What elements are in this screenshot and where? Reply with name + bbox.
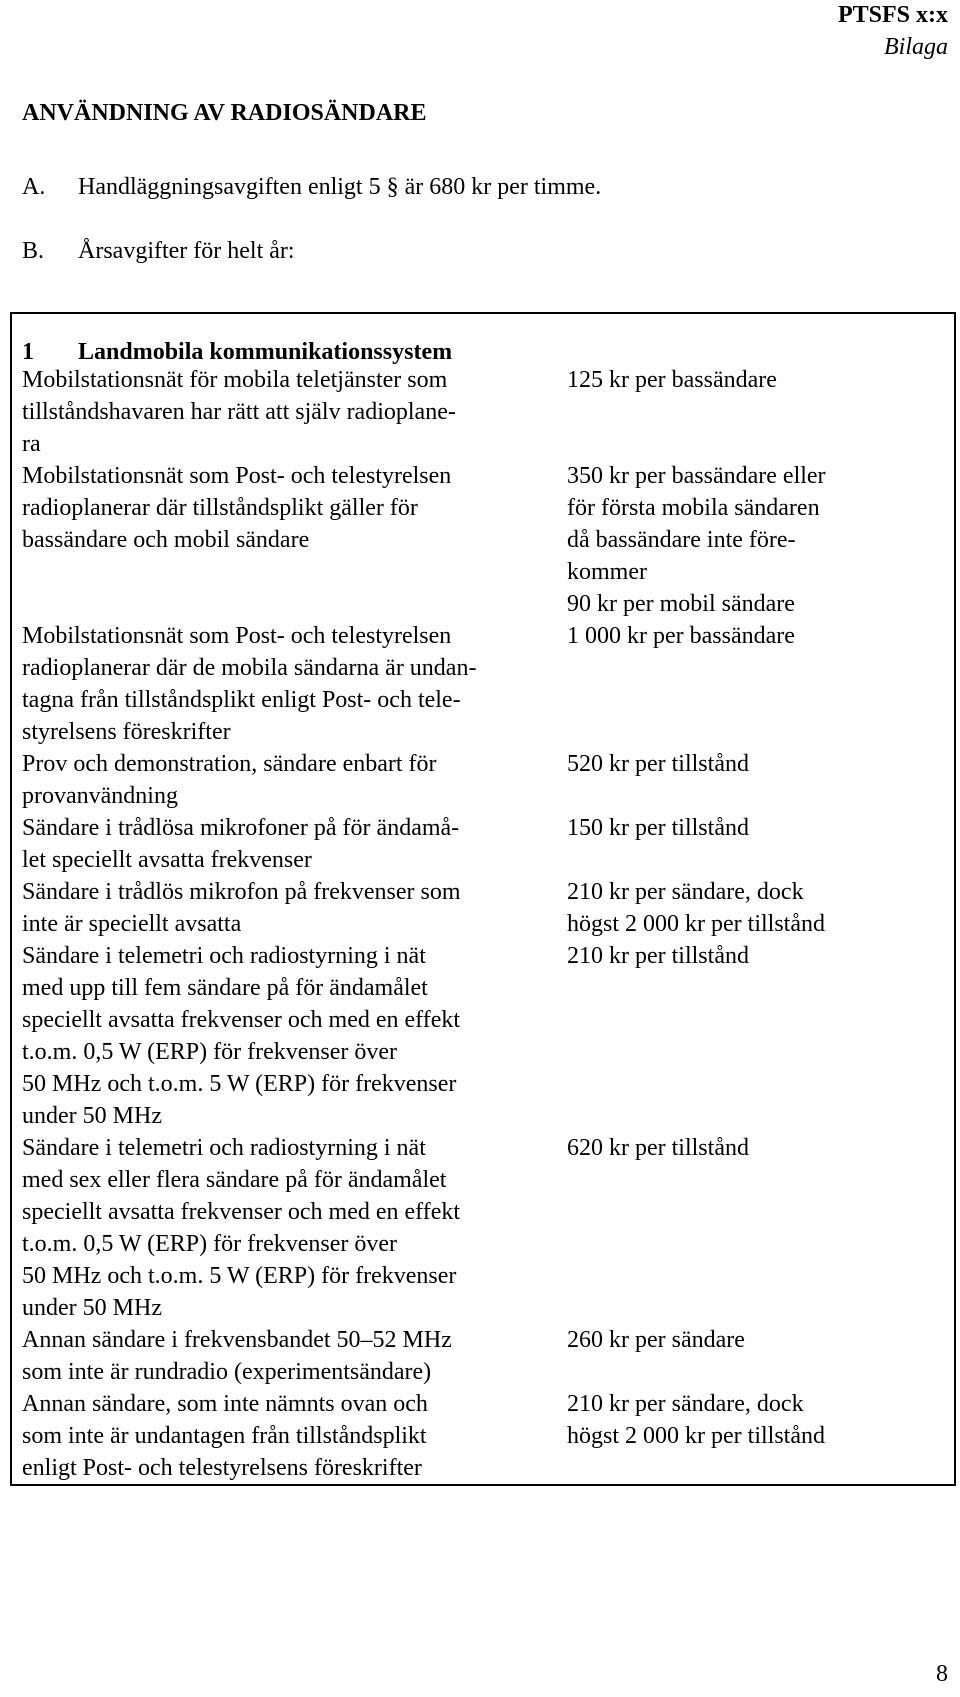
fee-row-description: [12, 460, 547, 620]
fee-row-description: [12, 1132, 547, 1324]
amount-line: 125 kr per bassändare: [567, 367, 777, 393]
fee-table: [10, 312, 956, 1486]
fee-row-description: [12, 364, 547, 460]
description-line: [22, 556, 547, 588]
description-line: Annan sändare i frekvensbandet 50–52 MHz: [22, 1327, 452, 1353]
item-text: Årsavgifter för helt år:: [78, 238, 295, 264]
description-line: Sändare i telemetri och radiostyrning i nät: [22, 943, 426, 969]
amount-line: 150 kr per tillstånd: [567, 815, 749, 841]
description-line: som inte är undantagen från tillståndsplikt: [22, 1423, 427, 1449]
amount-line: för första mobila sändaren: [567, 495, 820, 521]
description-line: Annan sändare, som inte nämnts ovan och: [22, 1391, 428, 1417]
description-line: Mobilstationsnät för mobila teletjänster som: [22, 367, 448, 393]
fee-row-description: [12, 940, 547, 1132]
description-line: tagna från tillståndsplikt enligt Post- och tele-: [22, 687, 461, 713]
fee-row-amount: [547, 876, 954, 940]
amount-line: 1 000 kr per bassändare: [567, 623, 795, 649]
amount-line: 210 kr per tillstånd: [567, 943, 749, 969]
amount-line: 90 kr per mobil sändare: [567, 591, 795, 617]
amount-line: 520 kr per tillstånd: [567, 751, 749, 777]
item-letter: A.: [22, 174, 46, 200]
description-line: speciellt avsatta frekvenser och med en effekt: [22, 1199, 461, 1225]
description-line: t.o.m. 0,5 W (ERP) för frekvenser över: [22, 1231, 398, 1257]
amount-line: 350 kr per bassändare eller: [567, 463, 826, 489]
item-a: [22, 172, 601, 202]
fee-row: [12, 1324, 954, 1388]
description-line: under 50 MHz: [22, 1103, 162, 1129]
description-line: radioplanerar där de mobila sändarna är undan-: [22, 655, 477, 681]
fee-row-description: [12, 876, 547, 940]
description-line: enligt Post- och telestyrelsens föreskrifter: [22, 1455, 422, 1481]
description-line: 50 MHz och t.o.m. 5 W (ERP) för frekvenser: [22, 1263, 457, 1289]
amount-line: 260 kr per sändare: [567, 1327, 745, 1353]
amount-line: kommer: [567, 559, 647, 585]
fee-row: [12, 748, 954, 812]
amount-line: 620 kr per tillstånd: [567, 1135, 749, 1161]
description-line: Sändare i telemetri och radiostyrning i nät: [22, 1135, 426, 1161]
description-line: radioplanerar där tillståndsplikt gäller för: [22, 495, 418, 521]
item-letter: B.: [22, 238, 45, 264]
fee-row: [12, 364, 954, 460]
description-line: Sändare i trådlös mikrofon på frekvenser som: [22, 879, 461, 905]
description-line: under 50 MHz: [22, 1295, 162, 1321]
description-line: tillståndshavaren har rätt att själv radioplane-: [22, 399, 456, 425]
section-number: 1: [22, 339, 34, 365]
description-line: med sex eller flera sändare på för ändamålet: [22, 1167, 447, 1193]
amount-line: då bassändare inte före-: [567, 527, 796, 553]
fee-row: [12, 876, 954, 940]
fee-row-amount: [547, 1324, 954, 1388]
fee-row-amount: [547, 1388, 954, 1484]
page-title: ANVÄNDNING AV RADIOSÄNDARE: [22, 100, 427, 126]
item-text: Handläggningsavgiften enligt 5 § är 680 kr per timme.: [78, 174, 602, 200]
fee-row-description: [12, 1388, 547, 1484]
amount-line: högst 2 000 kr per tillstånd: [567, 1423, 825, 1449]
appendix-label: Bilaga: [884, 34, 948, 60]
description-line: 50 MHz och t.o.m. 5 W (ERP) för frekvenser: [22, 1071, 457, 1097]
fee-row-description: [12, 1324, 547, 1388]
document-code: PTSFS x:x: [837, 2, 948, 28]
description-line: let speciellt avsatta frekvenser: [22, 847, 312, 873]
description-line: Mobilstationsnät som Post- och telestyrelsen: [22, 623, 452, 649]
fee-row-description: [12, 748, 547, 812]
amount-line: högst 2 000 kr per tillstånd: [567, 911, 825, 937]
fee-row: [12, 1132, 954, 1324]
fee-row: [12, 940, 954, 1132]
fee-row-amount: [547, 748, 954, 812]
fee-row-amount: [547, 460, 954, 620]
fee-row: [12, 812, 954, 876]
fee-row: [12, 1388, 954, 1484]
amount-line: 210 kr per sändare, dock: [567, 879, 804, 905]
fee-row-amount: [547, 940, 954, 1132]
fee-row-description: [12, 620, 547, 748]
description-line: [22, 588, 547, 620]
description-line: ra: [22, 431, 41, 457]
fee-row-description: [12, 812, 547, 876]
fee-table-section-heading: [12, 314, 954, 364]
fee-row: [12, 460, 954, 620]
fee-row-amount: [547, 812, 954, 876]
fee-row: [12, 620, 954, 748]
page-number: 8: [936, 1661, 948, 1687]
item-b: [22, 236, 295, 266]
section-title: Landmobila kommunikationssystem: [78, 339, 453, 365]
description-line: t.o.m. 0,5 W (ERP) för frekvenser över: [22, 1039, 398, 1065]
description-line: med upp till fem sändare på för ändamålet: [22, 975, 428, 1001]
fee-row-amount: [547, 1132, 954, 1324]
description-line: Prov och demonstration, sändare enbart för: [22, 751, 437, 777]
fee-table-body: [12, 364, 954, 1484]
description-line: som inte är rundradio (experimentsändare): [22, 1359, 432, 1385]
description-line: Mobilstationsnät som Post- och telestyrelsen: [22, 463, 452, 489]
fee-row-amount: [547, 620, 954, 748]
amount-line: 210 kr per sändare, dock: [567, 1391, 804, 1417]
description-line: speciellt avsatta frekvenser och med en effekt: [22, 1007, 461, 1033]
fee-row-amount: [547, 364, 954, 460]
description-line: bassändare och mobil sändare: [22, 527, 310, 553]
description-line: provanvändning: [22, 783, 178, 809]
description-line: Sändare i trådlösa mikrofoner på för ändamå-: [22, 815, 460, 841]
description-line: styrelsens föreskrifter: [22, 719, 231, 745]
description-line: inte är speciellt avsatta: [22, 911, 242, 937]
